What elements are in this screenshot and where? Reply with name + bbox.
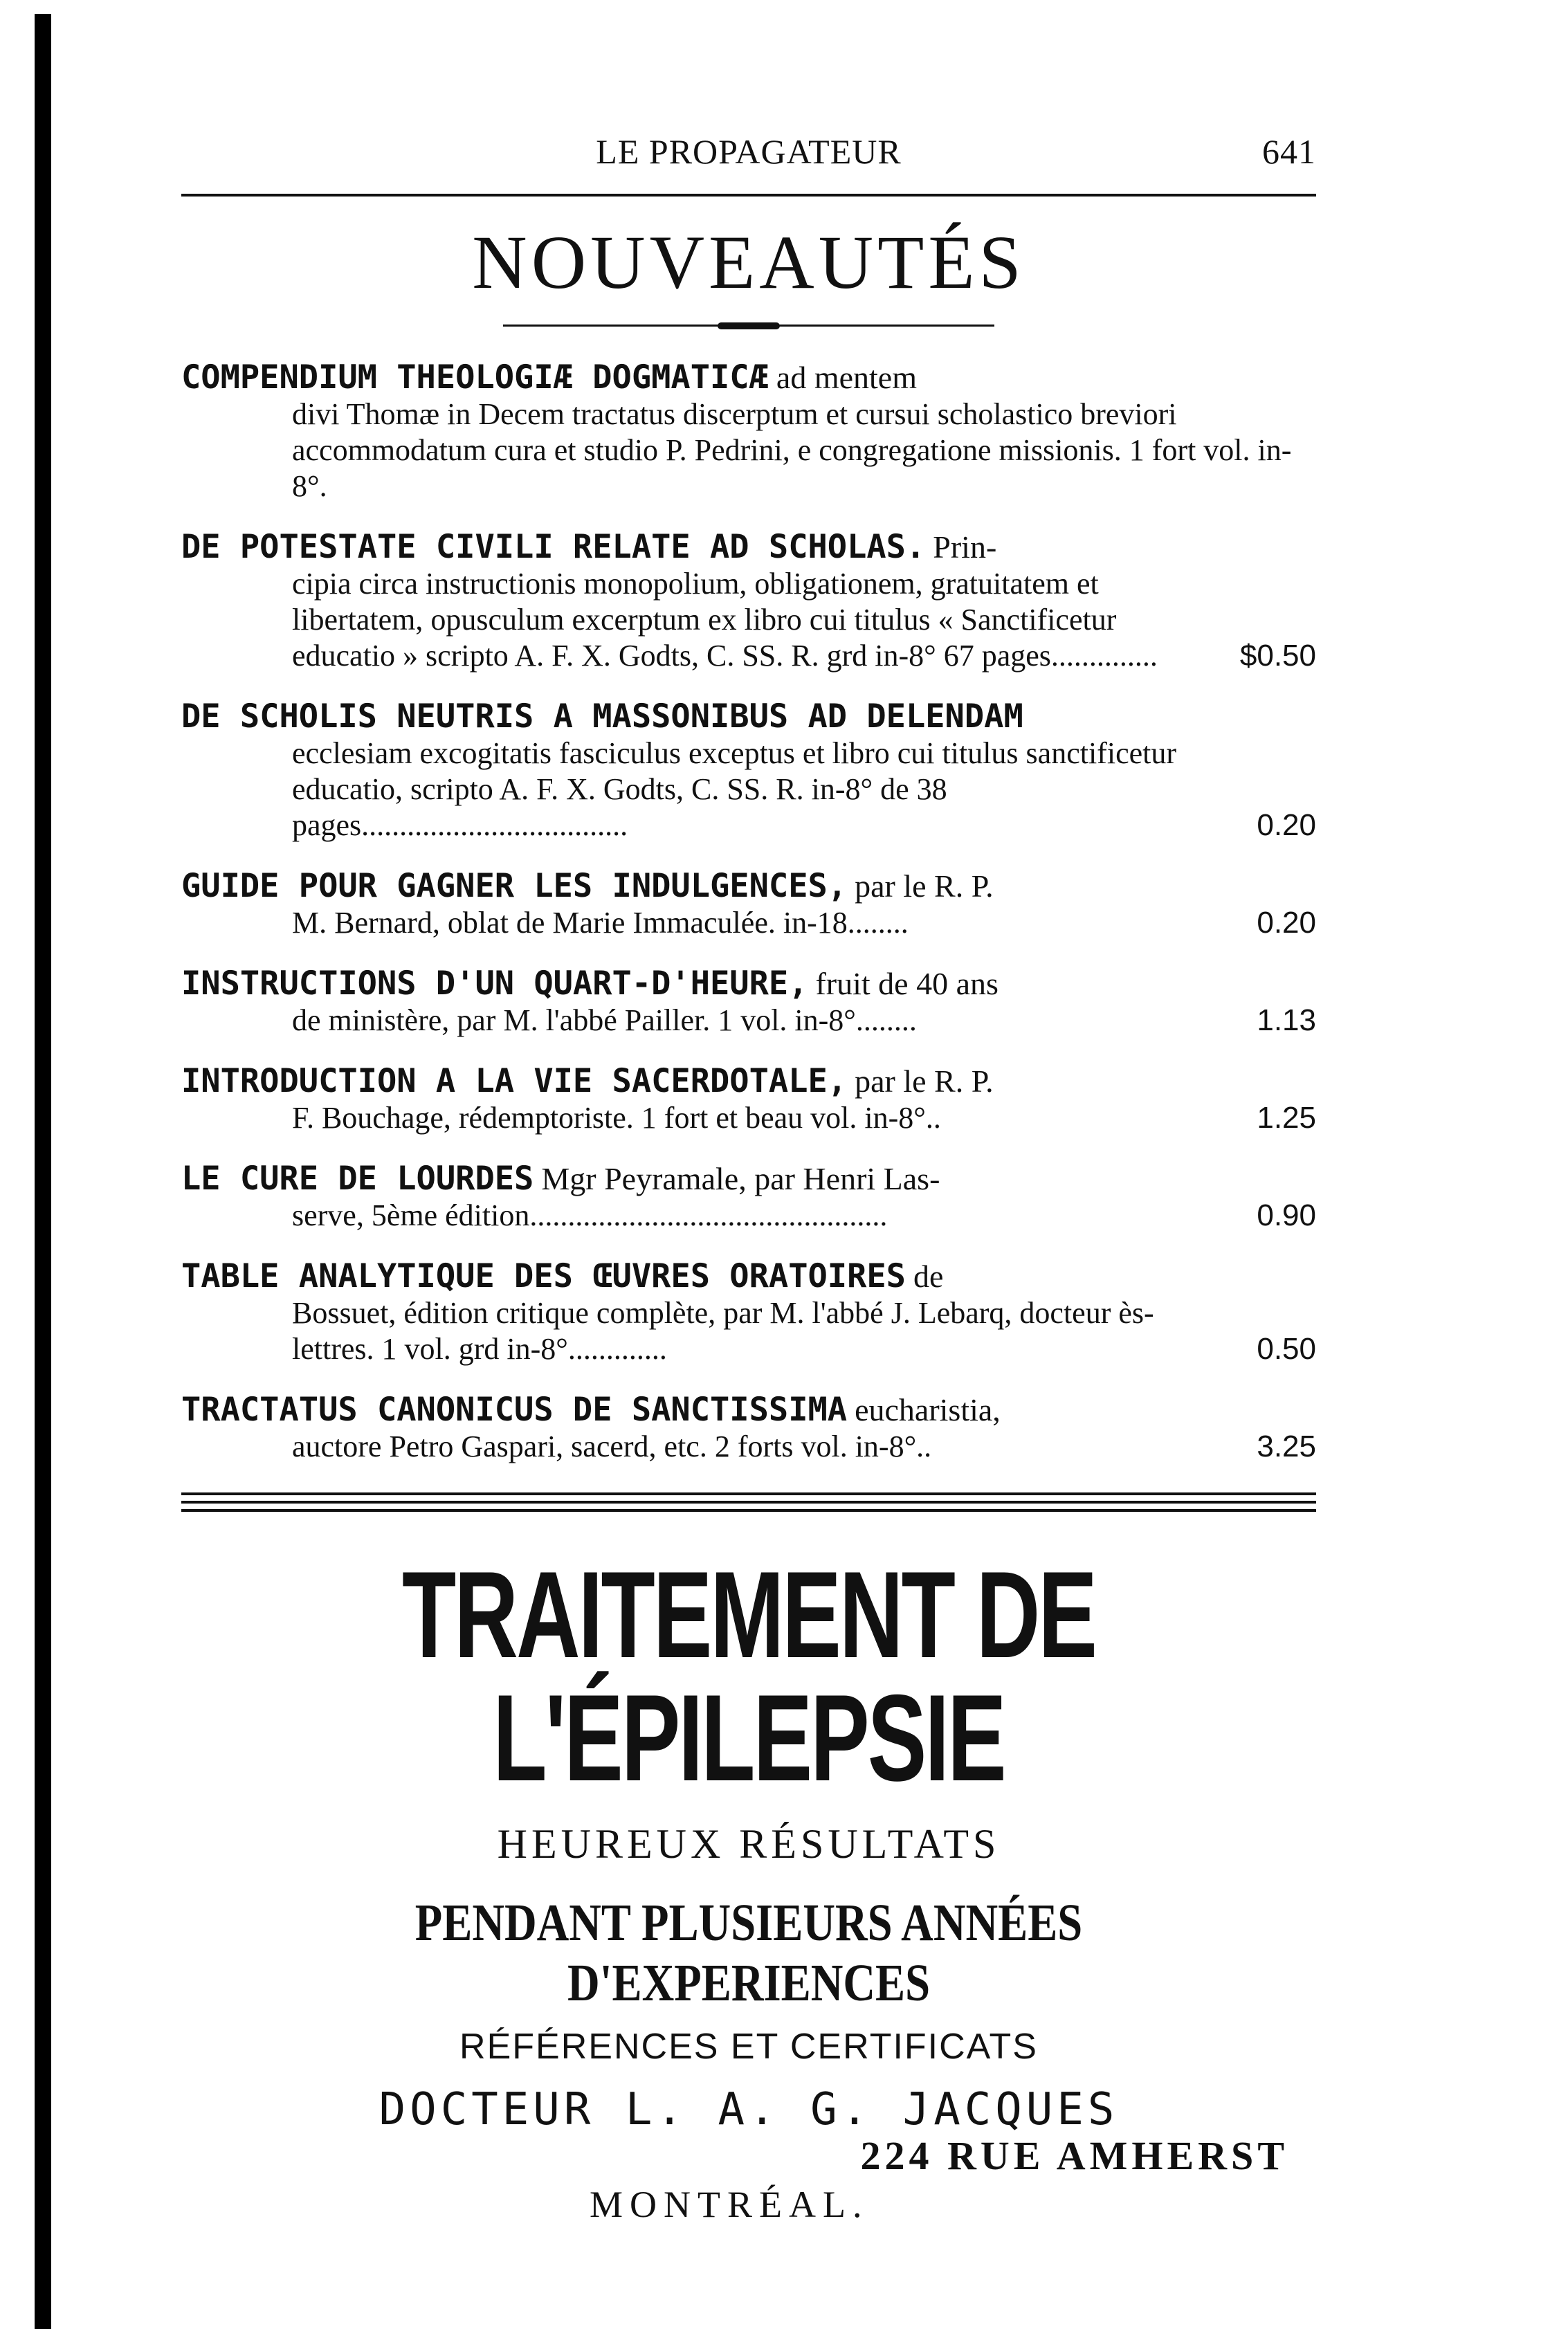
book-description: de ministère, par M. l'abbé Pailler. 1 vol. in-8°........ bbox=[292, 1003, 917, 1037]
book-list bbox=[181, 360, 1316, 1465]
book-description: divi Thomæ in Decem tractatus discerptum et cursui scholastico breviori accommodatum cura et studio P. Pedrini, e congregatione missionis. 1 fort vol. in-8°. bbox=[292, 397, 1292, 503]
book-entry bbox=[181, 868, 1316, 941]
book-description: serve, 5ème édition............................................... bbox=[292, 1198, 888, 1232]
book-description: Bossuet, édition critique complète, par M. l'abbé J. Lebarq, docteur ès-lettres. 1 vol. grd in-8°............. bbox=[292, 1296, 1154, 1366]
book-price: 1.13 bbox=[1257, 1003, 1316, 1037]
book-price: 0.90 bbox=[1257, 1198, 1316, 1232]
ad-headline: TRAITEMENT DE L'ÉPILEPSIE bbox=[401, 1546, 1096, 1807]
ad-experience-line: PENDANT PLUSIEURS ANNÉES D'EXPERIENCES bbox=[414, 1894, 1083, 2012]
book-title: TABLE ANALYTIQUE DES ŒUVRES ORATOIRES bbox=[181, 1257, 906, 1295]
book-title: COMPENDIUM THEOLOGIÆ DOGMATICÆ bbox=[181, 358, 769, 396]
page-number: 641 bbox=[1262, 132, 1316, 171]
book-lead: Mgr Peyramale, par Henri Las- bbox=[541, 1161, 940, 1196]
book-entry bbox=[181, 1259, 1316, 1367]
book-entry bbox=[181, 1063, 1316, 1136]
ad-doctor-name: DOCTEUR L. A. G. JACQUES bbox=[379, 2084, 1119, 2135]
scan-edge-bar bbox=[35, 14, 51, 2329]
book-price: 0.20 bbox=[1257, 808, 1316, 842]
book-title: LE CURE DE LOURDES bbox=[181, 1160, 534, 1198]
book-entry bbox=[181, 1392, 1316, 1465]
ornament-divider bbox=[181, 318, 1316, 332]
book-description: auctore Petro Gaspari, sacerd, etc. 2 forts vol. in-8°.. bbox=[292, 1430, 932, 1463]
book-title: INSTRUCTIONS D'UN QUART-D'HEURE, bbox=[181, 965, 808, 1003]
ad-address: 224 RUE AMHERST bbox=[860, 2133, 1288, 2178]
book-lead: fruit de 40 ans bbox=[815, 966, 999, 1001]
book-title: INTRODUCTION A LA VIE SACERDOTALE, bbox=[181, 1062, 848, 1100]
book-entry bbox=[181, 360, 1316, 504]
ad-city: MONTRÉAL. bbox=[590, 2184, 869, 2225]
book-price: 0.50 bbox=[1257, 1332, 1316, 1366]
book-title: DE SCHOLIS NEUTRIS A MASSONIBUS AD DELENDAM bbox=[181, 697, 1023, 736]
book-price: 0.20 bbox=[1257, 906, 1316, 940]
book-description: M. Bernard, oblat de Marie Immaculée. in-18........ bbox=[292, 906, 909, 940]
book-entry bbox=[181, 529, 1316, 674]
book-lead: par le R. P. bbox=[855, 1063, 994, 1099]
book-description: cipia circa instructionis monopolium, obligationem, gratuitatem et libertatem, opusculum excerptum ex libro cui titulus « Sanctificetur educatio » scripto A. F. X. Godts, C. SS. R. grd in-8° 67 pages.............. bbox=[292, 567, 1158, 673]
book-title: DE POTESTATE CIVILI RELATE AD SCHOLAS. bbox=[181, 528, 926, 566]
book-price: $0.50 bbox=[1239, 639, 1316, 673]
book-lead: de bbox=[913, 1259, 944, 1294]
double-rule-divider bbox=[181, 1492, 1316, 1512]
section-title: NOUVEAUTÉS bbox=[472, 220, 1025, 304]
book-entry bbox=[181, 1161, 1316, 1234]
header-rule bbox=[181, 194, 1316, 197]
running-head bbox=[181, 131, 1316, 180]
ad-references: RÉFÉRENCES ET CERTIFICATS bbox=[459, 2027, 1038, 2067]
book-price: 1.25 bbox=[1257, 1101, 1316, 1135]
book-title: TRACTATUS CANONICUS DE SANCTISSIMA bbox=[181, 1391, 848, 1429]
book-entry bbox=[181, 966, 1316, 1039]
ad-subheadline: HEUREUX RÉSULTATS bbox=[497, 1821, 1001, 1867]
book-description: ecclesiam excogitatis fasciculus exceptus et libro cui titulus sanctificetur educatio, scripto A. F. X. Godts, C. SS. R. in-8° de 38 pages................................... bbox=[292, 736, 1176, 842]
book-lead: par le R. P. bbox=[855, 868, 994, 904]
book-lead: ad mentem bbox=[776, 360, 917, 395]
book-price: 3.25 bbox=[1257, 1430, 1316, 1463]
book-title: GUIDE POUR GAGNER LES INDULGENCES, bbox=[181, 867, 848, 905]
advertisement bbox=[181, 1546, 1316, 2226]
book-lead: eucharistia, bbox=[855, 1392, 1001, 1427]
book-description: F. Bouchage, rédemptoriste. 1 fort et beau vol. in-8°.. bbox=[292, 1101, 941, 1135]
book-entry bbox=[181, 699, 1316, 843]
book-lead: Prin- bbox=[933, 529, 997, 565]
running-title: LE PROPAGATEUR bbox=[596, 132, 902, 171]
page bbox=[181, 131, 1316, 2226]
